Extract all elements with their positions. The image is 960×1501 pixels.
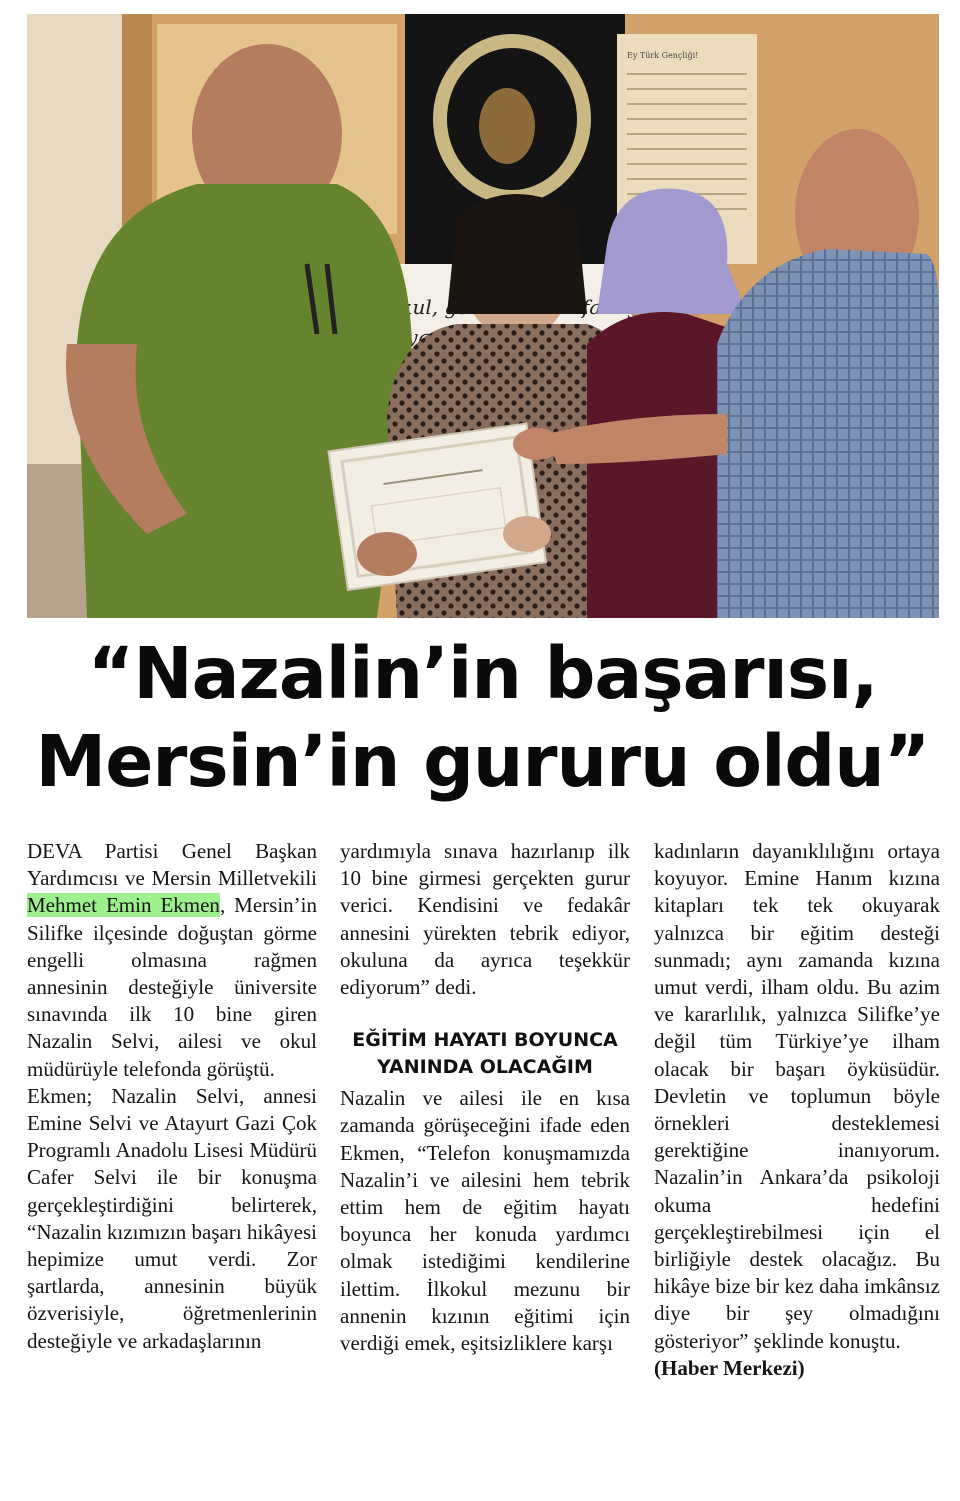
certificate	[328, 424, 546, 590]
section-subheading: EĞİTİM HAYATI BOYUNCA YANINDA OLACAĞIM	[352, 1029, 618, 1079]
article-column-3	[654, 838, 940, 1382]
article-body	[27, 838, 939, 1488]
paragraph: kadınların dayanıklılığını ortaya koyuyor. Emine Hanım kızına kitapları tek tek okuyarak yalnızca bir eğitim desteği sunmadı; aynı zamanda kızına umut verdi, ilham oldu. Bu azim ve kararlılık, yalnızca Silifke’ye değil tüm Türkiye’ye ilham olacak bir başarı öyküsüdür. Devletin ve toplumun böyle örnekleri desteklemesi gerektiğine inanıyorum. Nazalin’in Ankara’da psikoloji okuma hedefini gerçekleştirebilmesi için el birliğiyle destek olacağız. Bu hikâye bize bir kez daha imkânsız diye bir şey olmadığını gösteriyor” şeklinde konuştu.	[654, 839, 940, 1353]
svg-text:Ey Türk Gençliği!: Ey Türk Gençliği!	[627, 51, 699, 60]
paragraph	[27, 838, 317, 1083]
paragraph-text: , Mersin’in Silifke ilçesinde doğuştan görme engelli olmasına rağmen annesinin desteğiyle üniversite sınavında ilk 10 bine giren Nazalin Selvi, ailesi ve okul müdürüyle telefonda görüştü.	[27, 893, 317, 1081]
headline-line-2: Mersin’in gururu oldu”	[35, 720, 930, 803]
photo-illustration	[27, 14, 939, 618]
news-photo	[27, 14, 939, 618]
svg-text:Okul, genç be: Okul,	[384, 295, 439, 319]
headline-line-1: “Nazalin’in başarısı,	[87, 632, 878, 715]
headline	[30, 630, 935, 806]
paragraph: Ekmen; Nazalin Selvi, annesi Emine Selvi ve Atayurt Gazi Çok Programlı Anadolu Lisesi Müdürü Cafer Selvi ile bir konuşma gerçekleştirdiğini belirterek, “Nazalin kızımızın başarı hikâyesi hepimize umut verdi. Zor şartlarda, annesinin büyük özverisiyle, öğretmenlerinin desteğiyle ve arkadaşlarının	[27, 1083, 317, 1353]
paragraph: Nazalin ve ailesi ile en kısa zamanda görüşeceğini ifade eden Ekmen, “Telefon konuşmamızda Nazalin’i ve ailesini hem tebrik ettim hem de eğitim hayatı boyunca her konuda yardımcı olmak istediğimi kendilerine ilettim. İlkokul mezunu bir annenin kızının eğitimi için verdiği emek, eşitsizliklere karşı	[340, 1086, 630, 1356]
source-credit: (Haber Merkezi)	[654, 1355, 805, 1380]
article-column-2	[340, 838, 630, 1357]
article-column-1	[27, 838, 317, 1355]
paragraph-text: DEVA Partisi Genel Başkan Yardımcısı ve Mersin Milletvekili	[27, 839, 317, 891]
highlighted-name: Mehmet Emin Ekmen	[27, 893, 220, 918]
paragraph: yardımıyla sınava hazırlanıp ilk 10 bine girmesi gerçekten gurur verici. Kendisini ve fedakâr annesini yürekten tebrik ediyor, okuluna da ayrıca teşekkür ediyorum” dedi.	[340, 839, 630, 1000]
